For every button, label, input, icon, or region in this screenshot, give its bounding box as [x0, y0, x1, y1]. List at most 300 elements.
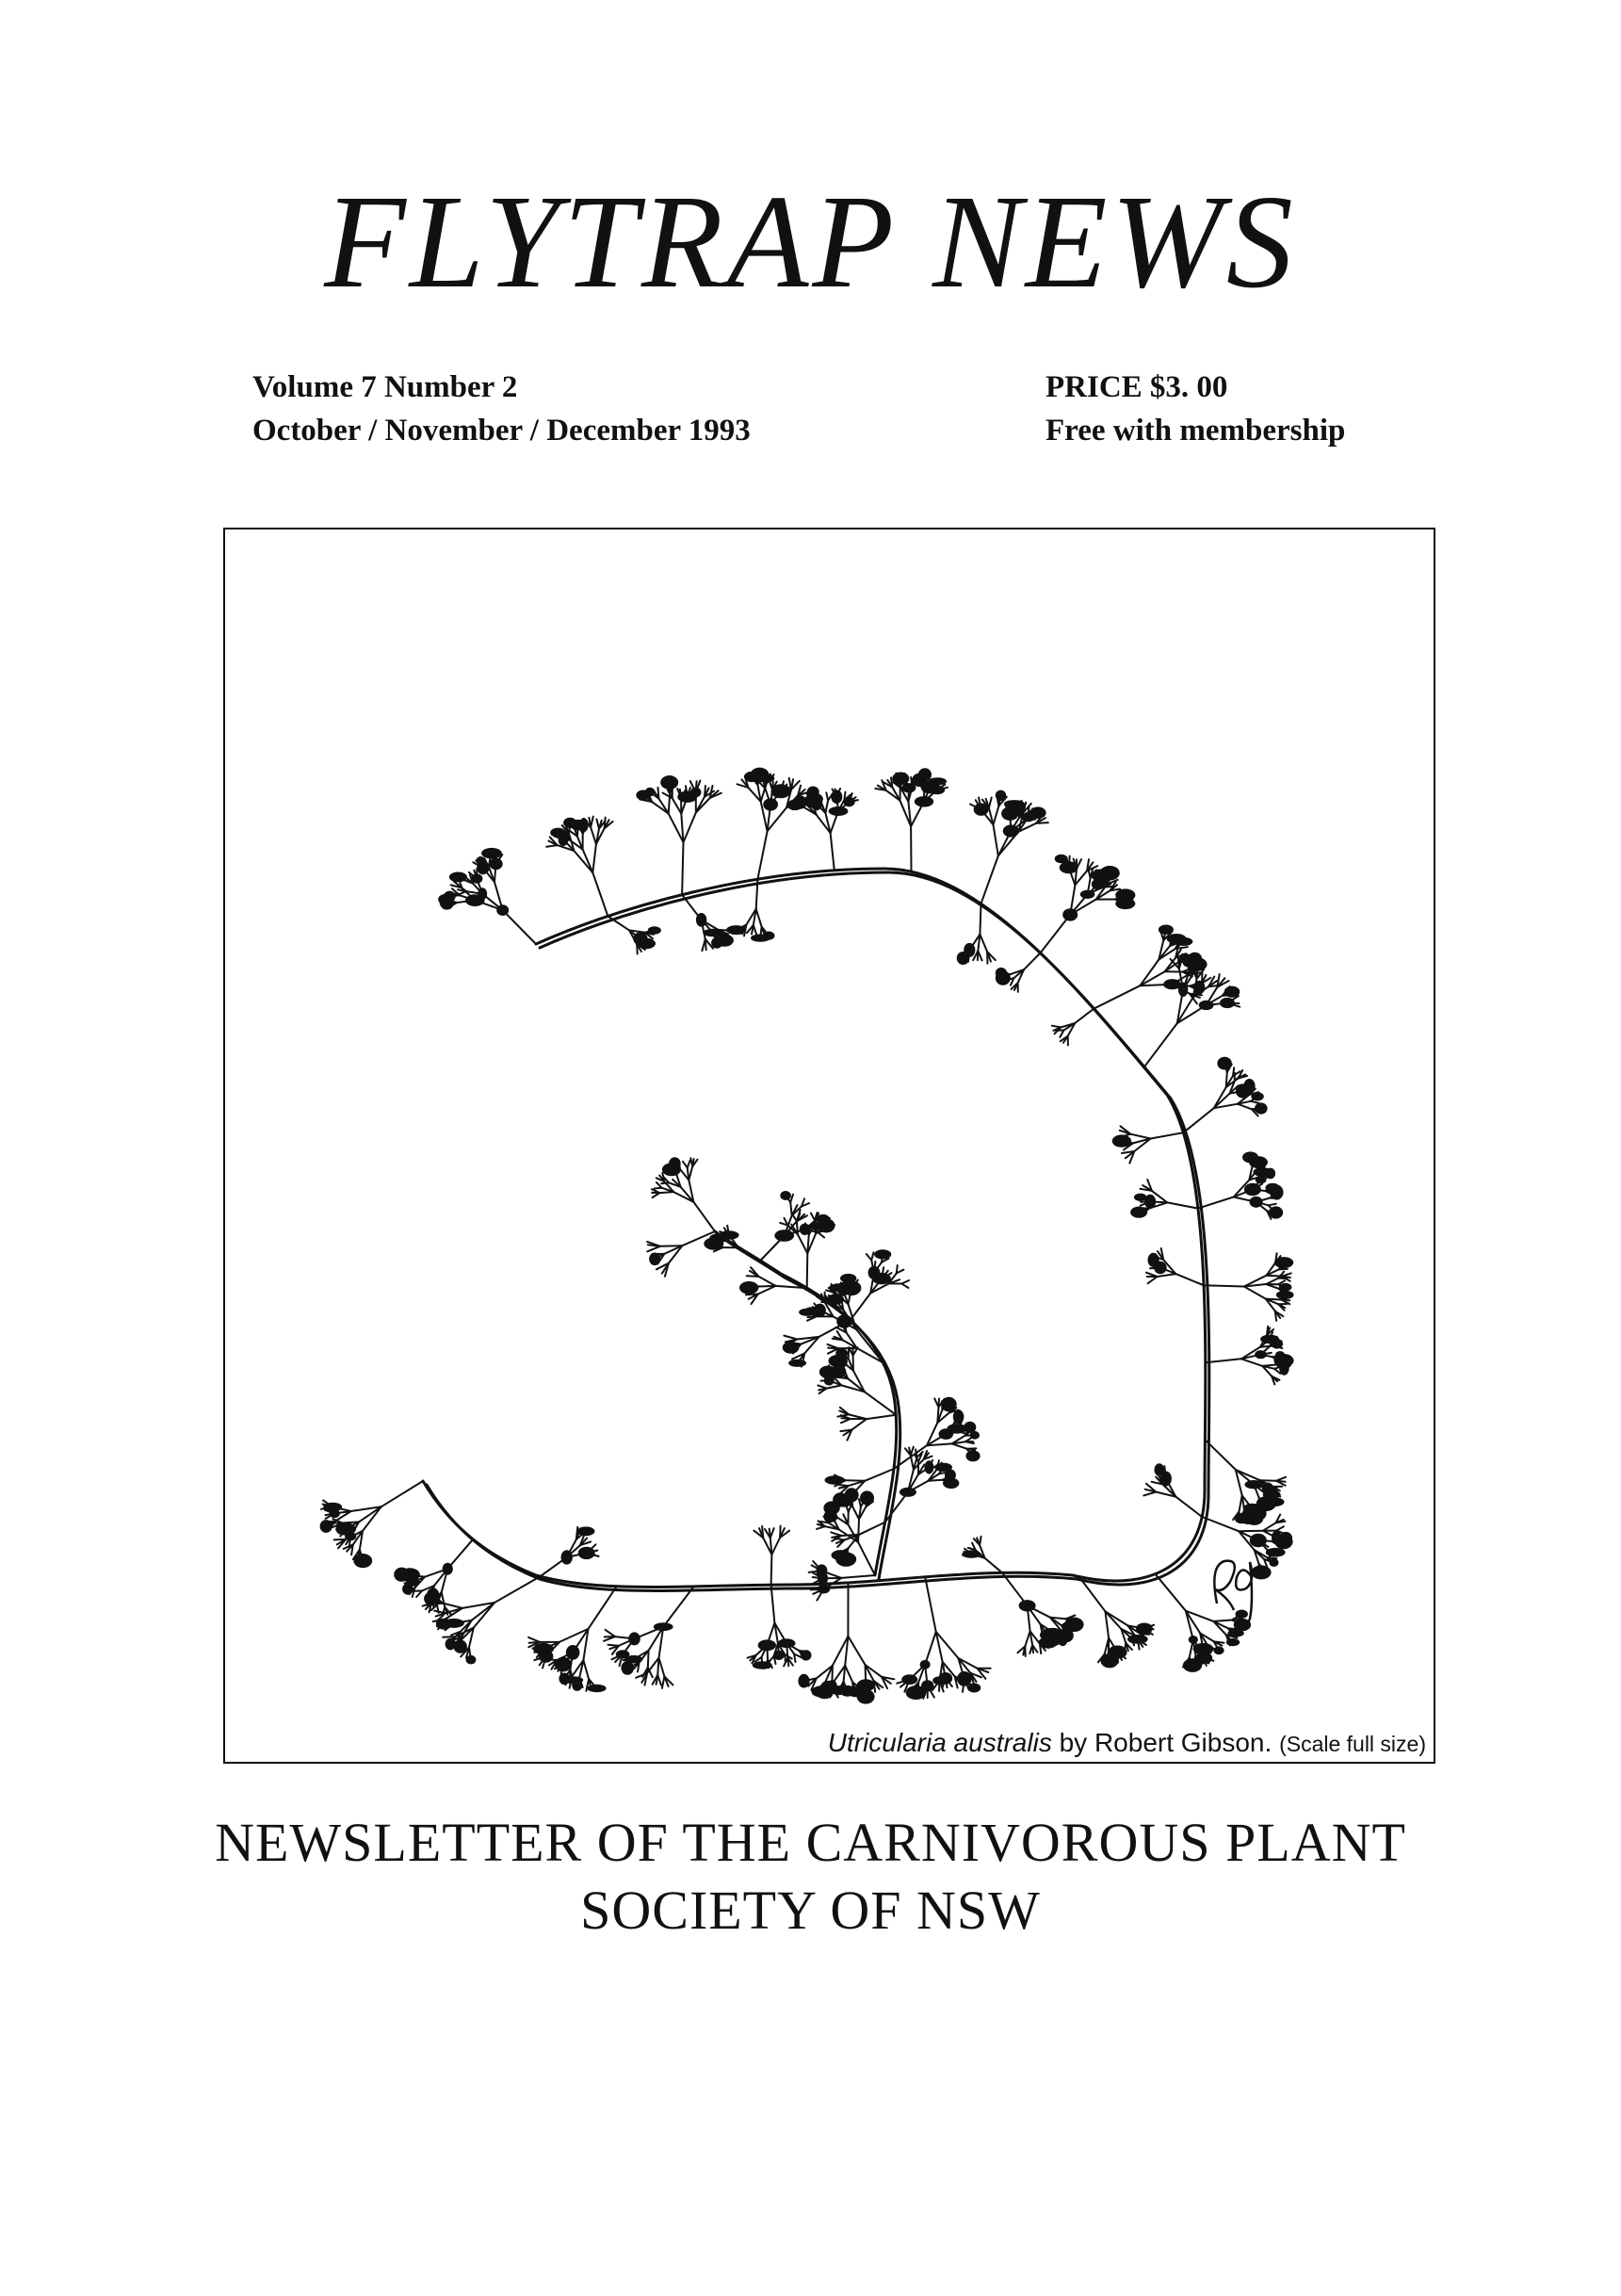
leaf-segment — [925, 1577, 936, 1632]
leaf-segment — [757, 831, 767, 879]
leaf-segment — [841, 1418, 851, 1419]
caption-species: Utricularia australis — [827, 1728, 1052, 1757]
bladder — [892, 773, 909, 786]
bladder — [579, 818, 589, 832]
bladder — [837, 1499, 851, 1507]
bladder — [783, 1342, 800, 1354]
bladder — [1112, 1134, 1131, 1147]
leaf-segment — [981, 855, 998, 904]
bladder — [818, 1585, 830, 1594]
leaf-segment — [787, 1658, 788, 1667]
leaf-segment — [1041, 915, 1071, 953]
leaf-segment — [1075, 1009, 1094, 1023]
bladder — [804, 1307, 817, 1314]
leaf-segment — [684, 812, 696, 842]
bladder — [874, 1249, 891, 1259]
bladder — [836, 1314, 852, 1328]
bladder — [829, 806, 849, 816]
leaf-segment — [1178, 957, 1179, 969]
bladder — [645, 788, 655, 797]
bladder — [628, 1632, 640, 1645]
leaf-segment — [1140, 960, 1159, 986]
leaf-segment — [825, 801, 828, 813]
bladder — [934, 1463, 952, 1472]
bladder — [844, 797, 855, 807]
bladder — [478, 887, 487, 900]
leaf-segment — [901, 1284, 908, 1289]
bladder — [965, 1450, 980, 1461]
bladder — [1159, 925, 1174, 935]
bladder — [1195, 1652, 1212, 1664]
bladder — [771, 784, 791, 798]
cover-illustration-frame — [223, 528, 1435, 1764]
leaf-segment — [1206, 1359, 1241, 1362]
price: PRICE $3. 00 — [1046, 370, 1228, 404]
bladder — [1274, 1535, 1292, 1550]
leaf-segment — [849, 1350, 850, 1359]
leaf-segment — [592, 844, 596, 872]
leaf-segment — [1024, 953, 1041, 970]
bladder — [1039, 1637, 1058, 1648]
bladder — [1254, 1167, 1272, 1177]
leaf-segment — [447, 1539, 473, 1569]
leaf-segment — [442, 1592, 446, 1607]
leaf-segment — [939, 1399, 940, 1408]
leaf-segment — [1183, 1108, 1213, 1132]
caption-artist: by Robert Gibson. — [1051, 1728, 1280, 1757]
leaf-segment — [1151, 1132, 1184, 1138]
bladder — [763, 798, 778, 810]
bladder — [829, 1283, 850, 1291]
bladder — [1163, 979, 1181, 989]
bladder — [825, 1475, 845, 1485]
bladder — [677, 791, 697, 803]
bladder — [957, 952, 970, 965]
bladder — [1275, 1351, 1285, 1360]
bladder — [496, 904, 509, 916]
bladder — [335, 1523, 356, 1535]
caption-scale: (Scale full size) — [1279, 1732, 1426, 1756]
bladder — [1217, 1057, 1231, 1070]
leaf-segment — [1025, 1631, 1029, 1646]
bladder — [638, 938, 656, 949]
leaf-segment — [658, 799, 668, 814]
bladder — [1270, 1558, 1279, 1567]
leaf-segment — [683, 1162, 688, 1168]
bladder — [1189, 1636, 1198, 1644]
bladder — [649, 1253, 660, 1266]
bladder — [1255, 1350, 1267, 1359]
bladder — [1256, 1176, 1267, 1183]
bladder — [831, 1685, 847, 1695]
bladder — [1243, 1079, 1255, 1094]
leaf-segment — [1182, 972, 1191, 973]
bladder — [1167, 934, 1187, 944]
leaf-segment — [1276, 1481, 1286, 1482]
leaf-segment — [1241, 1359, 1262, 1366]
bladder — [1249, 1156, 1268, 1168]
bladder — [967, 1684, 981, 1693]
leaf-segment — [1239, 1531, 1263, 1532]
leaf-segment — [1167, 1202, 1198, 1208]
bladder — [872, 1273, 891, 1284]
bladder — [1101, 1653, 1119, 1668]
leaf-segment — [985, 1558, 1002, 1573]
bladder — [1029, 806, 1046, 819]
leaf-segment — [381, 1481, 423, 1506]
bladder — [1127, 1635, 1148, 1644]
bladder — [788, 1360, 806, 1367]
bladder — [739, 1281, 758, 1295]
price-info — [1046, 366, 1345, 452]
illustration-caption — [828, 1728, 1426, 1758]
bladder — [1244, 1183, 1261, 1196]
bladder — [1193, 981, 1205, 994]
leaf-segment — [818, 1232, 824, 1238]
bladder — [436, 1619, 452, 1630]
bladder — [1148, 1253, 1159, 1267]
leaf-segment — [867, 1415, 896, 1419]
leaf-segment — [583, 1660, 589, 1679]
bladder — [1269, 1206, 1283, 1218]
leaf-segment — [856, 1329, 883, 1362]
side-stem — [715, 1231, 897, 1575]
bladder — [1019, 1600, 1036, 1611]
leaf-segment — [705, 939, 706, 950]
bladder — [824, 1510, 836, 1523]
bladder — [726, 925, 746, 935]
bladder — [1199, 1001, 1214, 1010]
leaf-segment — [663, 1587, 693, 1627]
footer-line-1: NEWSLETTER OF THE CARNIVOROUS PLANT — [215, 1812, 1406, 1873]
leaf-segment — [852, 1506, 859, 1520]
bladder — [970, 1431, 980, 1440]
leaf-segment — [952, 1443, 967, 1448]
bladder — [807, 787, 819, 798]
leaf-segment — [785, 1654, 786, 1663]
leaf-segment — [1156, 1574, 1186, 1611]
bladder — [860, 1490, 874, 1505]
bladder — [566, 1645, 580, 1660]
bladder — [561, 1550, 573, 1564]
leaf-segment — [575, 851, 593, 872]
issue-period: October / November / December 1993 — [252, 414, 751, 448]
bladder — [840, 1274, 856, 1283]
leaf-segment — [1148, 1277, 1158, 1283]
leaf-segment — [1032, 1645, 1033, 1653]
leaf-segment — [592, 872, 608, 916]
bladder — [1250, 1534, 1267, 1547]
leaf-segment — [1269, 1204, 1276, 1206]
bladder — [800, 1224, 811, 1235]
leaf-segment — [659, 1658, 665, 1677]
bladder — [974, 803, 989, 815]
leaf-segment — [1158, 1274, 1176, 1277]
leaf-segment — [845, 1666, 852, 1683]
bladder — [941, 1397, 957, 1412]
bladder — [1279, 1283, 1292, 1292]
bladder — [920, 1660, 931, 1669]
leaf-segment — [769, 1656, 773, 1663]
bladder — [1155, 1463, 1165, 1476]
leaf-segment — [1238, 1104, 1252, 1110]
bladder — [1136, 1623, 1153, 1635]
leaf-segment — [647, 1246, 660, 1252]
bladder — [471, 873, 482, 883]
leaf-segment — [657, 1658, 658, 1675]
bladder — [929, 777, 947, 785]
leaf-segment — [1144, 1023, 1177, 1067]
leaf-segment — [865, 1469, 894, 1481]
bladder — [550, 828, 565, 838]
leaf-segment — [606, 1630, 616, 1637]
leaf-segment — [1175, 1274, 1204, 1285]
leaf-segment — [1251, 1101, 1259, 1103]
bladder — [1266, 1548, 1286, 1557]
bladder — [481, 848, 502, 859]
leaf-segment — [363, 1506, 381, 1531]
bladder — [443, 1563, 453, 1575]
leaf-segment — [738, 1247, 760, 1261]
leaf-segment — [756, 909, 762, 927]
bladder — [1130, 1207, 1147, 1218]
bladder — [996, 970, 1011, 985]
leaf-segment — [1213, 1620, 1232, 1621]
bladder — [1080, 890, 1095, 899]
bladder — [832, 1550, 851, 1560]
bladder — [449, 872, 467, 883]
bladder — [793, 795, 807, 808]
newsletter-title: FLYTRAP NEWS — [324, 167, 1297, 316]
leaf-segment — [841, 1575, 875, 1578]
bladder — [778, 1638, 796, 1648]
bladder — [330, 1509, 340, 1518]
bladder — [662, 1163, 681, 1176]
leaf-segment — [994, 806, 999, 825]
leaf-segment — [755, 1657, 762, 1662]
bladder — [660, 775, 678, 790]
bladder — [1213, 1646, 1224, 1654]
bladder — [1134, 1194, 1147, 1201]
bladder — [1265, 1183, 1279, 1193]
leaf-segment — [503, 910, 536, 944]
leaf-segment — [1130, 1134, 1150, 1139]
utricularia-illustration — [225, 529, 1434, 1762]
leaf-segment — [662, 1676, 665, 1688]
leaf-segment — [794, 1654, 795, 1663]
bladder — [947, 1424, 966, 1434]
bladder — [1271, 1339, 1283, 1349]
leaf-segment — [798, 1234, 807, 1253]
leaf-segment — [980, 904, 981, 934]
bladder — [811, 1222, 822, 1231]
leaf-segment — [673, 1192, 693, 1202]
leaf-segment — [1056, 1030, 1064, 1031]
leaf-segment — [771, 1555, 772, 1585]
issue-info — [252, 366, 751, 452]
leaf-segment — [828, 1348, 838, 1349]
bladder — [1003, 824, 1019, 837]
bladder — [648, 926, 661, 935]
bladder — [1236, 1610, 1248, 1619]
bladder — [353, 1554, 372, 1568]
bladder — [906, 1685, 927, 1700]
leaf-segment — [867, 1254, 871, 1261]
leaf-segment — [682, 842, 683, 895]
bladder — [489, 858, 502, 871]
bladder — [962, 1550, 981, 1557]
bladder — [901, 783, 916, 792]
leaf-segment — [494, 1576, 540, 1603]
bladder — [555, 1657, 572, 1672]
leaf-segment — [848, 1637, 865, 1665]
leaf-segment — [529, 1642, 541, 1643]
bladder — [424, 1592, 439, 1606]
leaf-segment — [688, 1161, 690, 1168]
bladder — [533, 1643, 554, 1654]
bladder — [827, 1295, 844, 1305]
leaf-segment — [994, 824, 998, 855]
bladder — [466, 1655, 477, 1665]
leaf-segment — [865, 1392, 896, 1414]
bladder — [901, 1674, 917, 1685]
bladder — [1227, 1629, 1243, 1637]
leaf-segment — [591, 827, 596, 844]
bladder — [1263, 1490, 1281, 1499]
bladder — [1235, 1513, 1248, 1523]
leaf-segment — [692, 1159, 693, 1166]
leaf-segment — [790, 1202, 792, 1215]
bladder — [394, 1568, 410, 1582]
bladder — [1178, 983, 1188, 997]
bladder — [1255, 1102, 1268, 1114]
bladder — [654, 1622, 673, 1631]
leaf-segment — [901, 1280, 909, 1284]
bladder — [831, 790, 842, 804]
bladder — [320, 1520, 332, 1533]
bladder — [696, 913, 706, 927]
bladder — [924, 1460, 933, 1474]
leaf-segment — [784, 1336, 797, 1340]
leaf-segment — [1140, 971, 1164, 985]
leaf-segment — [1281, 1300, 1289, 1301]
leaf-segment — [831, 833, 835, 871]
leaf-segment — [693, 1202, 715, 1231]
leaf-segment — [851, 1294, 870, 1320]
bladder — [1224, 986, 1240, 998]
leaf-segment — [648, 1651, 649, 1668]
leaf-segment — [859, 1523, 885, 1535]
bladder — [758, 1639, 776, 1651]
leaf-segment — [980, 935, 987, 953]
leaf-segment — [851, 1419, 867, 1430]
bladder — [798, 1674, 809, 1688]
leaf-segment — [1263, 1523, 1276, 1530]
bladder — [1276, 1291, 1294, 1299]
leaf-segment — [1175, 1497, 1202, 1517]
bladder — [621, 1661, 634, 1675]
bladder — [1251, 1565, 1271, 1579]
bladder — [559, 1673, 570, 1685]
leaf-segment — [871, 1252, 873, 1260]
bladder — [578, 1547, 595, 1559]
bladder — [1251, 1092, 1263, 1100]
bladder — [751, 934, 770, 941]
leaf-segment — [1244, 1287, 1266, 1299]
leaf-segment — [1204, 1285, 1244, 1286]
leaf-segment — [759, 1277, 776, 1286]
leaf-segment — [1198, 1197, 1234, 1209]
bladder — [1055, 855, 1068, 864]
bladder — [476, 856, 486, 864]
bladder — [1014, 801, 1025, 816]
bladder — [773, 1651, 785, 1660]
bladder — [758, 774, 774, 783]
bladder — [1062, 1621, 1079, 1631]
bladder — [444, 891, 456, 903]
leaf-segment — [1094, 985, 1140, 1009]
bladder — [900, 1488, 916, 1497]
bladder — [1226, 1638, 1240, 1646]
leaf-segment — [827, 1385, 842, 1388]
bladder — [1245, 1480, 1263, 1489]
leaf-segment — [925, 1632, 936, 1665]
leaf-segment — [652, 802, 668, 813]
bladder — [1276, 1360, 1291, 1369]
leaf-segment — [1276, 1526, 1284, 1530]
bladder — [774, 1229, 794, 1242]
footer-line-2: SOCIETY OF NSW — [580, 1880, 1041, 1941]
leaf-segment — [771, 1585, 775, 1622]
bladder — [711, 937, 722, 949]
bladder — [1182, 953, 1191, 967]
bladder — [831, 1364, 846, 1378]
bladder — [1220, 998, 1235, 1008]
bladder — [780, 1191, 791, 1200]
bladder — [801, 1650, 812, 1660]
leaf-segment — [977, 1538, 980, 1545]
leaf-segment — [758, 1286, 775, 1287]
society-name — [0, 1809, 1621, 1945]
bladder — [915, 796, 933, 806]
leaf-segment — [807, 1316, 817, 1317]
bladder — [943, 1478, 959, 1489]
bladder — [1274, 1257, 1293, 1268]
leaf-segment — [583, 850, 593, 873]
leaf-segment — [589, 1587, 617, 1629]
bladder — [996, 790, 1006, 801]
bladder — [1062, 908, 1078, 920]
bladder — [753, 1661, 772, 1669]
bladder — [1116, 894, 1133, 904]
volume-number: Volume 7 Number 2 — [252, 370, 518, 404]
leaf-segment — [771, 1538, 780, 1555]
bladder — [811, 797, 822, 810]
bladder — [577, 1526, 595, 1536]
leaf-segment — [858, 1542, 875, 1575]
bladder — [953, 1409, 964, 1424]
bladder — [587, 1685, 606, 1692]
bladder — [938, 1672, 952, 1685]
leaf-segment — [807, 1253, 808, 1288]
bladder — [957, 1671, 972, 1686]
bladder — [402, 1584, 413, 1595]
bladder — [709, 1233, 729, 1243]
bladder — [1092, 870, 1110, 883]
bladder — [454, 1640, 467, 1653]
bladder — [818, 1571, 828, 1586]
leaf-segment — [1143, 1492, 1156, 1496]
